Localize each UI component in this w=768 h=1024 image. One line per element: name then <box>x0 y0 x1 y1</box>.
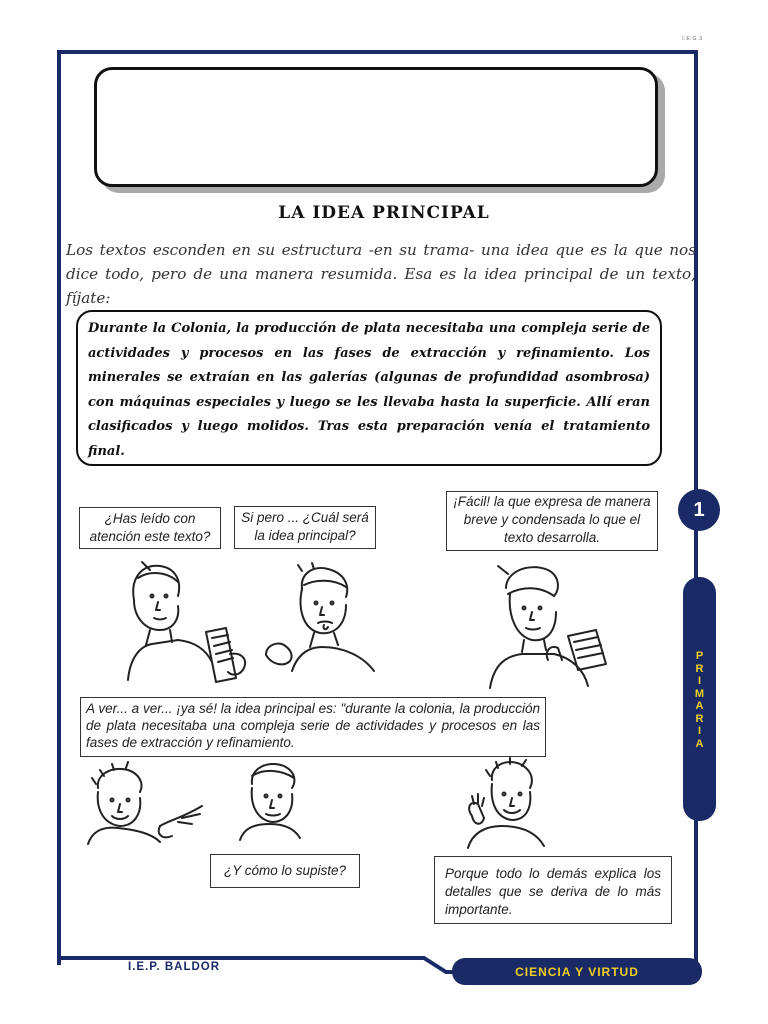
intro-paragraph: Los textos esconden en su estructura -en su trama- una idea que es la que nos dice todo, pero de una manera resumida. Esa es la idea principal de un texto, fíjate: <box>66 241 696 307</box>
student-waving-illustration <box>462 760 562 850</box>
level-label-text: P R I M A R I A <box>694 650 705 750</box>
school-name: I.E.P. BALDOR <box>128 961 221 973</box>
document-code: I. E. G. 3 <box>682 36 702 42</box>
frame-bottom-line <box>57 956 297 960</box>
student-explaining-illustration <box>488 560 618 690</box>
student-pointing-illustration <box>82 766 212 846</box>
speech-bubble-1-text: ¿Has leído con atención este texto? <box>89 511 211 544</box>
page-number-badge: 1 <box>678 489 720 531</box>
motto-banner <box>452 958 702 985</box>
speech-bubble-3 <box>446 491 658 551</box>
speech-bubble-4-text: A ver... a ver... ¡ya sé! la idea principal es: "durante la colonia, la producción de plata necesitaba una compleja serie de actividades y procesos en las fases de extracción y refinamiento. <box>86 701 540 750</box>
page-title: LA IDEA PRINCIPAL <box>278 203 490 223</box>
speech-bubble-5-text: ¿Y cómo lo supiste? <box>223 863 347 878</box>
speech-bubble-6-text: Porque todo lo demás explica los detalles que se deriva de lo más importante. <box>445 866 661 917</box>
frame-connector <box>296 956 456 976</box>
quote-text: Durante la Colonia, la producción de plata necesitaba una compleja serie de actividades y procesos en las fases de extracción y refinamiento. Los minerales se extraían en las galerías (algunas de profundidad asombrosa) con máquinas especiales y luego se les llevaba hasta la superficie. Allí eran clasificados y luego molidos. Tras esta preparación venía el tratamiento final. <box>88 321 650 459</box>
student-thinking-illustration <box>262 555 382 675</box>
title-box <box>94 67 658 187</box>
student-with-book-illustration <box>120 550 260 685</box>
speech-bubble-6 <box>434 856 672 924</box>
speech-bubble-2-text: Si pero ... ¿Cuál será la idea principal? <box>241 510 369 543</box>
student-listening-illustration <box>238 762 308 842</box>
speech-bubble-2 <box>234 506 376 549</box>
speech-bubble-3-text: ¡Fácil! la que expresa de manera breve y condensada lo que el texto desarrolla. <box>453 494 651 545</box>
speech-bubble-1 <box>79 507 221 549</box>
quote-box <box>76 310 662 466</box>
speech-bubble-4 <box>80 697 546 757</box>
motto-text: CIENCIA Y VIRTUD <box>515 964 639 979</box>
speech-bubble-5 <box>210 854 360 888</box>
level-label <box>683 650 716 750</box>
